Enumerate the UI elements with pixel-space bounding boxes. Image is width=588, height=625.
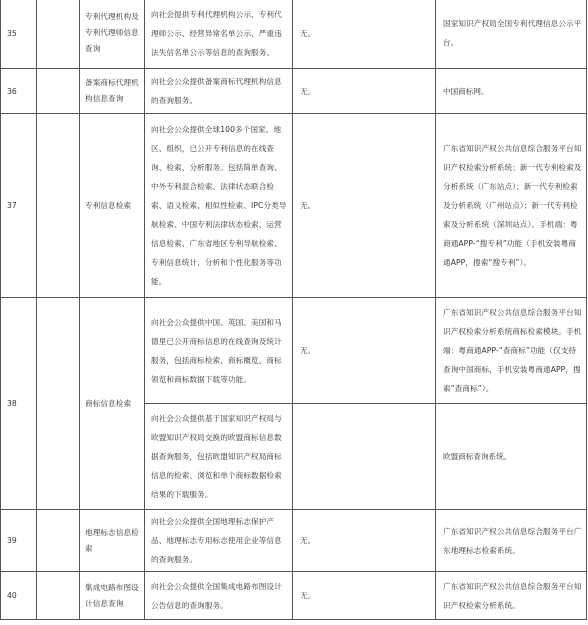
table-row	[1, 114, 587, 298]
row-number: 35	[1, 0, 37, 69]
row-number: 40	[1, 572, 37, 620]
service-name: 专利信息检索	[80, 114, 145, 298]
table-row	[1, 298, 587, 404]
service-description: 向社会公众提供全国集成电路布图设计公告信息的查询服务。	[145, 572, 293, 620]
service-source: 中国商标网。	[436, 69, 587, 114]
table-row	[1, 572, 587, 620]
service-source: 广东省知识产权公共信息综合服务平台知识产权检索分析系统；新一代专利检索及分析系统（广东站点）；新一代专利检索及分析系统（广州站点）；新一代专利检索及分析系统（深圳站点）。手机端：粤商通APP-“搜专利”功能（手机安装粤商通APP，搜索“搜专利”）。	[436, 114, 587, 298]
service-source: 广东省知识产权公共信息综合服务平台知识产权检索分析系统。	[436, 572, 587, 620]
service-description: 向社会公众提供全国地理标志保护产品、地理标志专用标志使用企业等信息的查询服务。	[145, 510, 293, 572]
service-source: 广东省知识产权公共信息综合服务平台广东地理标志检索系统。	[436, 510, 587, 572]
service-name: 备案商标代理机构信息查询	[80, 69, 145, 114]
service-description: 向社会提供专利代理机构公示、专利代理师公示、经营异常名单公示、严重违法失信名单公示等信息的查询服务。	[145, 0, 293, 69]
service-description: 向社会公众提供基于国家知识产权局与欧盟知识产权局交换的欧盟商标信息数据查询服务，包括欧盟知识产权局商标信息的检索、浏览和单个商标数据检索结果的下载服务。	[145, 404, 293, 510]
service-description: 向社会公众提供备案商标代理机构信息的查询服务。	[145, 69, 293, 114]
service-name: 专利代理机构及专利代理师信息查询	[80, 0, 145, 69]
service-source: 欧盟商标查询系统。	[436, 404, 587, 510]
service-source: 国家知识产权局全国专利代理信息公示平台。	[436, 0, 587, 69]
service-fee	[293, 404, 436, 510]
service-fee: 无。	[293, 69, 436, 114]
service-name: 地理标志信息检索	[80, 510, 145, 572]
table-row	[1, 0, 587, 69]
empty-cell	[37, 69, 80, 114]
row-number: 39	[1, 510, 37, 572]
service-fee: 无。	[293, 298, 436, 404]
service-name: 集成电路布图设计信息查询	[80, 572, 145, 620]
row-number: 37	[1, 114, 37, 298]
empty-cell	[37, 114, 80, 298]
service-name: 商标信息检索	[80, 298, 145, 510]
empty-cell	[37, 572, 80, 620]
empty-cell	[37, 510, 80, 572]
service-source: 广东省知识产权公共信息综合服务平台知识产权检索分析系统商标检索模块。手机端：粤商通APP-“查商标”功能（仅支持查询中国商标，手机安装粤商通APP，搜索“查商标”）。	[436, 298, 587, 404]
service-fee: 无。	[293, 114, 436, 298]
service-fee: 无。	[293, 0, 436, 69]
empty-cell	[37, 298, 80, 510]
service-fee: 无。	[293, 572, 436, 620]
row-number: 36	[1, 69, 37, 114]
table-row	[1, 69, 587, 114]
row-number: 38	[1, 298, 37, 510]
empty-cell	[37, 0, 80, 69]
service-description: 向社会公众提供全球100多个国家、地区、组织，已公开专利信息的在线查询、检索、分析服务。包括简单查询、中外专利混合检索、法律状态联合检索、语义检索、相似性检索、IPC分类导航检索、中国专利法律状态检索、运营信息检索、广东省地区专利导航检索、专利信息统计、分析和个性化服务等功能。	[145, 114, 293, 298]
service-description: 向社会公众提供中国、英国、美国和马德里已公开商标信息的在线查询及统计服务，包括商标检索、商标概览、商标领览和商标数据下载等功能。	[145, 298, 293, 404]
table-row	[1, 510, 587, 572]
service-fee: 无。	[293, 510, 436, 572]
